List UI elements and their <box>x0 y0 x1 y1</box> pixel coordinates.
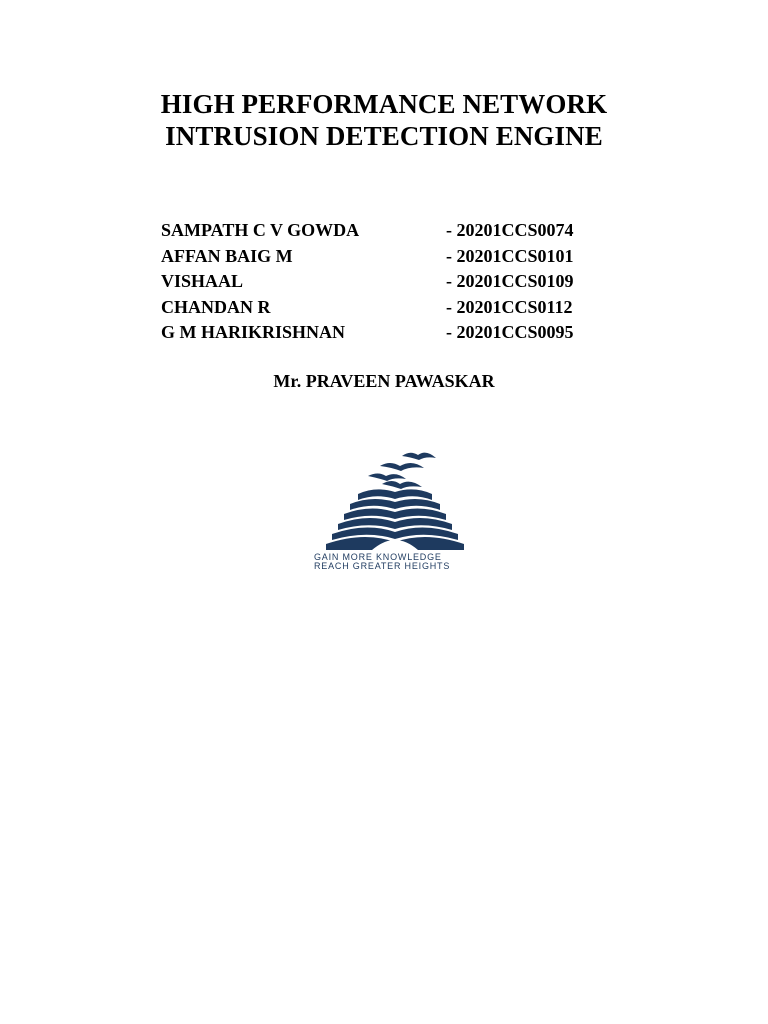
logo-motto-line-2: REACH GREATER HEIGHTS <box>314 561 451 570</box>
member-row <box>161 295 621 321</box>
member-id: - 20201CCS0109 <box>446 271 574 291</box>
member-row <box>161 320 621 346</box>
member-id: - 20201CCS0101 <box>446 245 574 266</box>
logo-motto-line-1: GAIN MORE KNOWLEDGE <box>314 552 442 562</box>
member-name: CHANDAN R <box>161 296 271 317</box>
member-name: VISHAAL <box>161 271 244 291</box>
birds <box>368 453 436 489</box>
book-page-layer <box>350 499 440 510</box>
member-id: - 20201CCS0074 <box>446 220 574 240</box>
bird-icon <box>382 481 422 489</box>
bird-icon <box>402 453 436 460</box>
team-members-list <box>161 218 621 346</box>
bird-icon <box>368 474 406 482</box>
book-page-layer <box>338 518 452 530</box>
book-page-layer <box>344 508 446 520</box>
member-name: G M HARIKRISHNAN <box>161 322 346 342</box>
bird-icon <box>380 463 424 471</box>
title-line-2: INTRUSION DETECTION ENGINE <box>165 121 603 151</box>
member-id: - 20201CCS0112 <box>446 296 573 317</box>
guide-name: Mr. PRAVEEN PAWASKAR <box>273 371 495 391</box>
document-title <box>0 88 768 152</box>
member-name: AFFAN BAIG M <box>161 245 293 266</box>
university-logo-icon <box>300 446 490 570</box>
member-id: - 20201CCS0095 <box>446 322 574 342</box>
member-name: SAMPATH C V GOWDA <box>161 220 360 240</box>
book-page-layer <box>358 489 432 500</box>
title-line-1: HIGH PERFORMANCE NETWORK <box>160 89 608 119</box>
member-row <box>161 244 621 270</box>
member-row <box>161 269 621 295</box>
member-row <box>161 218 621 244</box>
